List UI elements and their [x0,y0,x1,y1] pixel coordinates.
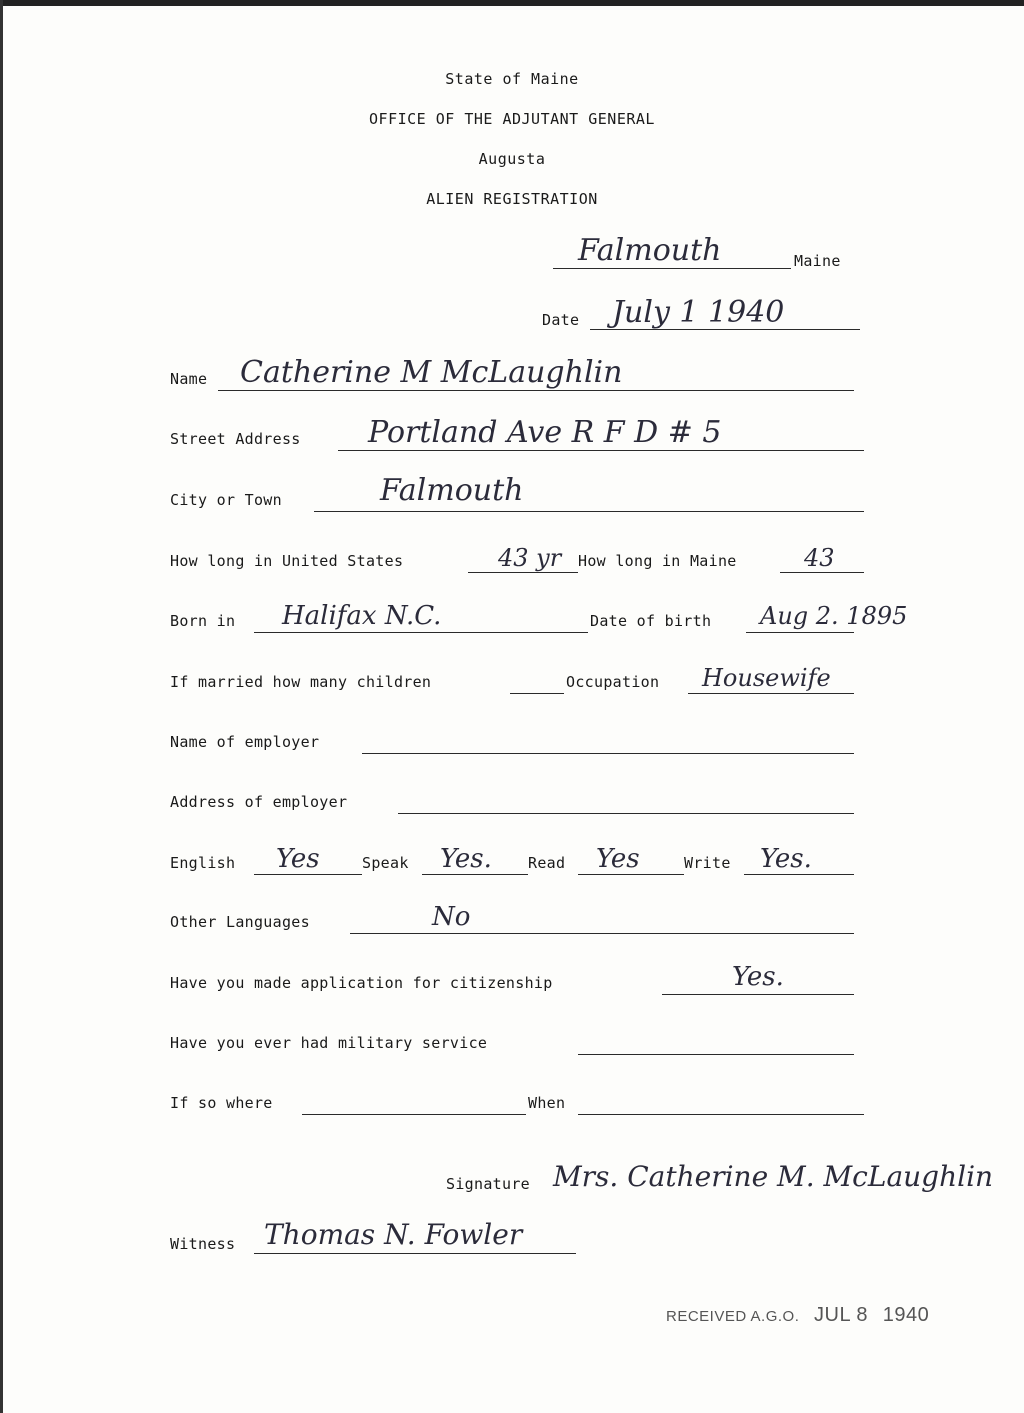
where-label: If so where [170,1094,273,1112]
stamp-date: JUL 8 [814,1304,869,1326]
name-value: Catherine M McLaughlin [240,355,623,390]
born-in-label: Born in [170,612,236,630]
date-label: Date [542,311,580,329]
write-line [744,874,854,875]
witness-value: Thomas N. Fowler [264,1218,523,1251]
town-value: Falmouth [578,233,722,268]
children-line [510,693,564,694]
when-label: When [528,1094,566,1112]
other-languages-value: No [432,902,471,932]
date-of-birth-label: Date of birth [590,612,712,630]
how-long-us-label: How long in United States [170,552,404,570]
header-office: OFFICE OF THE ADJUTANT GENERAL [369,110,655,128]
maine-label: Maine [794,252,841,270]
occupation-value: Housewife [702,664,831,692]
write-value: Yes. [760,844,812,874]
born-in-value: Halifax N.C. [282,601,442,631]
stamp-received: RECEIVED A.G.O. [666,1308,800,1325]
occupation-line [688,693,854,694]
signature-value: Mrs. Catherine M. McLaughlin [553,1160,994,1193]
read-label: Read [528,854,566,872]
other-languages-line [350,933,854,934]
witness-label: Witness [170,1235,236,1253]
street-address-value: Portland Ave R F D # 5 [368,415,722,450]
employer-name-label: Name of employer [170,733,320,751]
occupation-label: Occupation [566,673,660,691]
how-long-maine-label: How long in Maine [578,552,737,570]
how-long-us-value: 43 yr [498,544,562,572]
read-value: Yes [596,844,640,874]
street-address-label: Street Address [170,430,301,448]
employer-address-line [398,813,854,814]
children-label: If married how many children [170,673,432,691]
citizenship-value: Yes. [732,962,784,992]
citizenship-label: Have you made application for citizenship [170,974,553,992]
header-title: ALIEN REGISTRATION [426,190,598,208]
town-line [553,268,791,269]
received-stamp [666,1304,929,1327]
english-value: Yes [276,844,320,874]
where-line [302,1114,526,1115]
when-line [578,1114,864,1115]
city-value: Falmouth [380,473,524,508]
signature-label: Signature [446,1175,530,1193]
street-address-line [338,450,864,451]
write-label: Write [684,854,731,872]
english-line [254,874,362,875]
speak-label: Speak [362,854,409,872]
scan-left-edge [0,0,3,1413]
city-line [314,511,864,512]
military-label: Have you ever had military service [170,1034,488,1052]
date-of-birth-line [746,632,854,633]
scan-top-edge [0,0,1024,6]
other-languages-label: Other Languages [170,913,310,931]
how-long-us-line [468,572,578,573]
read-line [578,874,684,875]
name-line [218,390,854,391]
speak-value: Yes. [440,844,492,874]
date-value: July 1 1940 [612,295,785,330]
citizenship-line [662,994,854,995]
witness-line [254,1253,576,1254]
city-label: City or Town [170,491,282,509]
english-label: English [170,854,236,872]
stamp-year: 1940 [882,1304,930,1326]
military-line [578,1054,854,1055]
header-city: Augusta [478,150,546,168]
speak-line [422,874,528,875]
header-state: State of Maine [445,70,579,88]
date-of-birth-value: Aug 2. 1895 [760,602,908,630]
name-label: Name [170,370,208,388]
employer-name-line [362,753,854,754]
how-long-maine-value: 43 [804,544,835,572]
born-in-line [254,632,588,633]
employer-address-label: Address of employer [170,793,348,811]
how-long-maine-line [780,572,864,573]
